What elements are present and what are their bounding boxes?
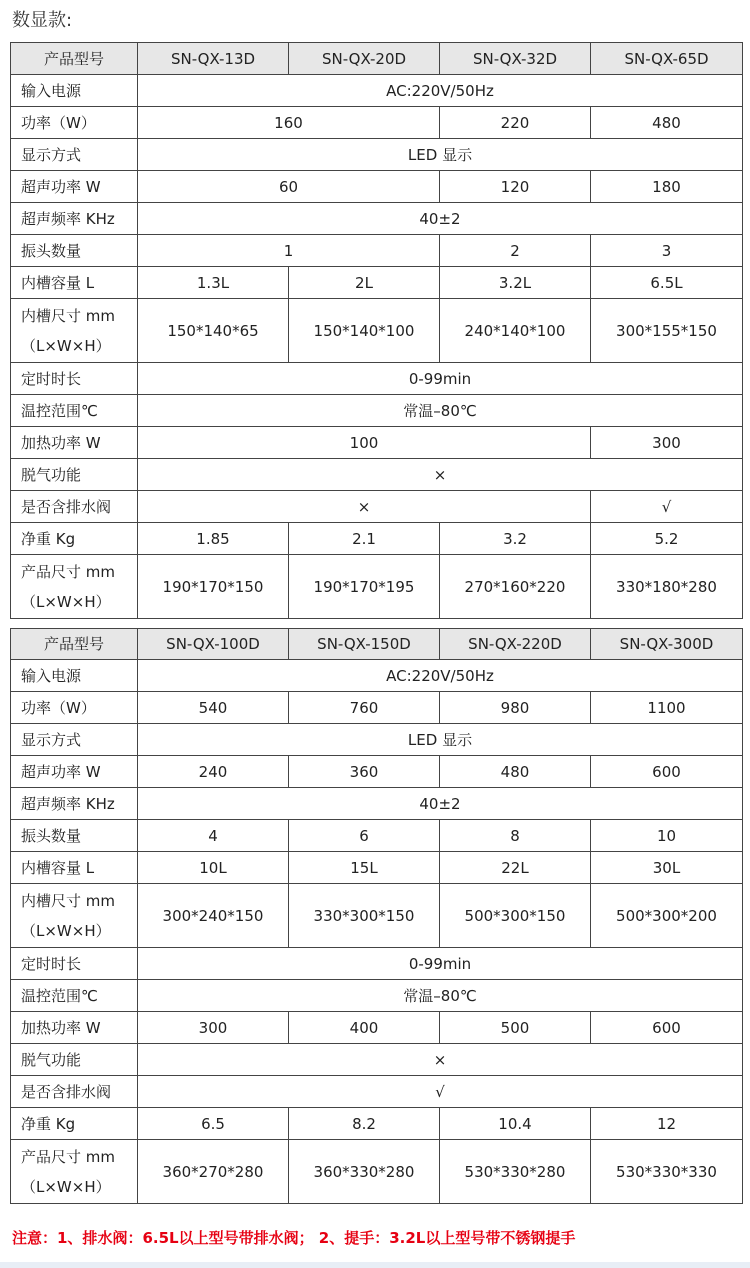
cell: 150*140*65 (138, 299, 289, 363)
table-row (11, 203, 743, 235)
table-row (11, 299, 743, 363)
table-row (11, 139, 743, 171)
table-row (11, 459, 743, 491)
cell: 360 (289, 756, 440, 788)
table-row (11, 395, 743, 427)
bottom-band (0, 1262, 750, 1268)
cell: 3.2 (440, 523, 591, 555)
row-label-line1: 产品尺寸 mm (21, 562, 115, 581)
row-label: 超声频率 KHz (11, 788, 138, 820)
row-label: 温控范围℃ (11, 395, 138, 427)
row-label: 振头数量 (11, 235, 138, 267)
row-label-line1: 内槽尺寸 mm (21, 306, 115, 325)
row-label: 定时时长 (11, 363, 138, 395)
cell: 常温–80℃ (138, 980, 743, 1012)
table-row (11, 852, 743, 884)
cell: 300 (591, 427, 743, 459)
cell: 3.2L (440, 267, 591, 299)
table-row (11, 107, 743, 139)
row-label: 显示方式 (11, 724, 138, 756)
cell: 30L (591, 852, 743, 884)
model-cell: SN-QX-65D (591, 43, 743, 75)
cell: 530*330*280 (440, 1140, 591, 1204)
row-label: 加热功率 W (11, 1012, 138, 1044)
model-cell: SN-QX-220D (440, 629, 591, 660)
cell: 1.85 (138, 523, 289, 555)
cell: × (138, 1044, 743, 1076)
row-label: 净重 Kg (11, 1108, 138, 1140)
row-label: 超声频率 KHz (11, 203, 138, 235)
cell: 8 (440, 820, 591, 852)
cell: 160 (138, 107, 440, 139)
model-cell: SN-QX-300D (591, 629, 743, 660)
table-row (11, 171, 743, 203)
cell: 540 (138, 692, 289, 724)
cell: 2L (289, 267, 440, 299)
cell: 500*300*150 (440, 884, 591, 948)
row-label: 是否含排水阀 (11, 1076, 138, 1108)
cell: 10.4 (440, 1108, 591, 1140)
cell: 360*330*280 (289, 1140, 440, 1204)
cell: AC:220V/50Hz (138, 660, 743, 692)
cell: √ (591, 491, 743, 523)
cell: 1 (138, 235, 440, 267)
row-label: 输入电源 (11, 660, 138, 692)
cell: × (138, 459, 743, 491)
spec-table-2 (10, 628, 743, 1204)
cell: 190*170*195 (289, 555, 440, 619)
model-cell: SN-QX-100D (138, 629, 289, 660)
cell: 330*300*150 (289, 884, 440, 948)
cell: 5.2 (591, 523, 743, 555)
cell: 240*140*100 (440, 299, 591, 363)
cell: 180 (591, 171, 743, 203)
table-row (11, 491, 743, 523)
row-label (11, 299, 138, 363)
cell: 12 (591, 1108, 743, 1140)
row-label: 输入电源 (11, 75, 138, 107)
header-row (11, 43, 743, 75)
table-row (11, 1012, 743, 1044)
cell: 6.5L (591, 267, 743, 299)
cell: 120 (440, 171, 591, 203)
cell: 40±2 (138, 788, 743, 820)
model-cell: SN-QX-20D (289, 43, 440, 75)
cell: 15L (289, 852, 440, 884)
cell: 330*180*280 (591, 555, 743, 619)
table-row (11, 980, 743, 1012)
row-label-line2: （L×W×H） (21, 592, 111, 611)
row-label: 内槽容量 L (11, 267, 138, 299)
cell: 190*170*150 (138, 555, 289, 619)
table-row (11, 724, 743, 756)
model-cell: SN-QX-150D (289, 629, 440, 660)
table-row (11, 427, 743, 459)
model-cell: SN-QX-13D (138, 43, 289, 75)
row-label-line1: 内槽尺寸 mm (21, 891, 115, 910)
cell: 6.5 (138, 1108, 289, 1140)
table-row (11, 756, 743, 788)
row-label (11, 555, 138, 619)
cell: 760 (289, 692, 440, 724)
cell: 980 (440, 692, 591, 724)
cell: 150*140*100 (289, 299, 440, 363)
cell: 480 (440, 756, 591, 788)
row-label: 功率（W） (11, 107, 138, 139)
cell: 600 (591, 1012, 743, 1044)
table-row (11, 555, 743, 619)
cell: 40±2 (138, 203, 743, 235)
row-label: 振头数量 (11, 820, 138, 852)
table-row (11, 1044, 743, 1076)
row-label-line2: （L×W×H） (21, 921, 111, 940)
table-row (11, 267, 743, 299)
row-label: 功率（W） (11, 692, 138, 724)
row-label: 定时时长 (11, 948, 138, 980)
table-row (11, 523, 743, 555)
table-row (11, 1140, 743, 1204)
row-label: 脱气功能 (11, 459, 138, 491)
cell: 60 (138, 171, 440, 203)
model-cell: SN-QX-32D (440, 43, 591, 75)
cell: 2 (440, 235, 591, 267)
cell: 1100 (591, 692, 743, 724)
cell: 1.3L (138, 267, 289, 299)
row-label (11, 1140, 138, 1204)
cell: 270*160*220 (440, 555, 591, 619)
row-label: 内槽容量 L (11, 852, 138, 884)
row-label (11, 884, 138, 948)
cell: 10 (591, 820, 743, 852)
page-heading: 数显款: (12, 10, 73, 31)
cell: 22L (440, 852, 591, 884)
cell: 240 (138, 756, 289, 788)
header-label: 产品型号 (11, 43, 138, 75)
footnote: 注意：1、排水阀：6.5L以上型号带排水阀； 2、提手：3.2L以上型号带不锈钢提手 (12, 1229, 576, 1247)
cell: LED 显示 (138, 139, 743, 171)
header-label: 产品型号 (11, 629, 138, 660)
cell: √ (138, 1076, 743, 1108)
table-row (11, 820, 743, 852)
row-label-line2: （L×W×H） (21, 336, 111, 355)
row-label: 显示方式 (11, 139, 138, 171)
cell: 2.1 (289, 523, 440, 555)
row-label: 是否含排水阀 (11, 491, 138, 523)
row-label: 加热功率 W (11, 427, 138, 459)
cell: 3 (591, 235, 743, 267)
cell: × (138, 491, 591, 523)
cell: 400 (289, 1012, 440, 1044)
cell: 300*155*150 (591, 299, 743, 363)
row-label: 超声功率 W (11, 171, 138, 203)
cell: 8.2 (289, 1108, 440, 1140)
table-row (11, 692, 743, 724)
cell: 300 (138, 1012, 289, 1044)
cell: 100 (138, 427, 591, 459)
spec-table-1 (10, 42, 743, 619)
table-row (11, 1076, 743, 1108)
row-label: 脱气功能 (11, 1044, 138, 1076)
cell: 常温–80℃ (138, 395, 743, 427)
row-label-line1: 产品尺寸 mm (21, 1147, 115, 1166)
table-row (11, 363, 743, 395)
cell: 600 (591, 756, 743, 788)
cell: 530*330*330 (591, 1140, 743, 1204)
row-label: 净重 Kg (11, 523, 138, 555)
table-row (11, 788, 743, 820)
cell: 10L (138, 852, 289, 884)
table-row (11, 884, 743, 948)
table-row (11, 75, 743, 107)
cell: 220 (440, 107, 591, 139)
cell: AC:220V/50Hz (138, 75, 743, 107)
cell: 0-99min (138, 948, 743, 980)
table-row (11, 1108, 743, 1140)
cell: LED 显示 (138, 724, 743, 756)
row-label-line2: （L×W×H） (21, 1177, 111, 1196)
header-row (11, 629, 743, 660)
cell: 500*300*200 (591, 884, 743, 948)
table-row (11, 948, 743, 980)
cell: 0-99min (138, 363, 743, 395)
row-label: 温控范围℃ (11, 980, 138, 1012)
cell: 6 (289, 820, 440, 852)
table-row (11, 660, 743, 692)
row-label: 超声功率 W (11, 756, 138, 788)
cell: 4 (138, 820, 289, 852)
cell: 360*270*280 (138, 1140, 289, 1204)
cell: 480 (591, 107, 743, 139)
cell: 500 (440, 1012, 591, 1044)
table-row (11, 235, 743, 267)
cell: 300*240*150 (138, 884, 289, 948)
